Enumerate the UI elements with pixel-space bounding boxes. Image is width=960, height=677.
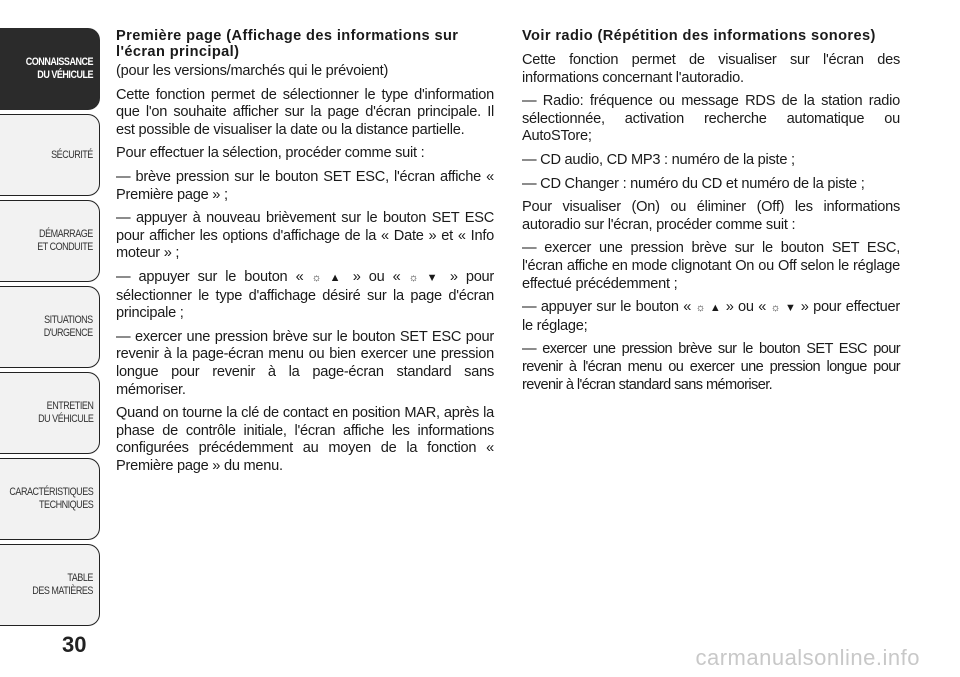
- paragraph: [116, 269, 494, 323]
- tab-label: DÉMARRAGE ET CONDUITE: [37, 228, 93, 253]
- paragraph: — exercer une pression brève sur le bouton SET ESC, l'écran affiche en mode clignotant On ou Off selon le réglage effectué précédemment ;: [522, 240, 900, 292]
- paragraph-text: — appuyer sur le bouton «: [522, 299, 692, 316]
- paragraph-text: » ou «: [725, 299, 767, 316]
- watermark: carmanualsonline.info: [695, 645, 920, 670]
- left-column: [116, 28, 494, 481]
- tab-situations-urgence[interactable]: [0, 286, 100, 368]
- paragraph: — CD Changer : numéro du CD et numéro de la piste ;: [522, 175, 865, 192]
- light-icon: ☼: [695, 302, 706, 315]
- light-icon: ☼: [311, 271, 322, 284]
- paragraph: Pour effectuer la sélection, procéder comme suit :: [116, 145, 425, 162]
- down-arrow-icon: ▼: [426, 271, 442, 284]
- right-column: [522, 28, 900, 400]
- tab-connaissance-vehicule[interactable]: [0, 28, 100, 110]
- down-arrow-icon: ▼: [784, 302, 797, 315]
- tab-securite[interactable]: [0, 114, 100, 196]
- paragraph: — appuyer à nouveau brièvement sur le bouton SET ESC pour afficher les options d'affichage de la « Date » et « Info moteur » ;: [116, 210, 494, 262]
- tab-label: ENTRETIEN DU VÉHICULE: [37, 400, 93, 425]
- up-arrow-icon: ▲: [709, 302, 722, 315]
- paragraph: Pour visualiser (On) ou éliminer (Off) les informations autoradio sur l'écran, procéder comme suit :: [522, 199, 900, 233]
- tab-caracteristiques-techniques[interactable]: [0, 458, 100, 540]
- paragraph-text: — appuyer sur le bouton «: [116, 268, 304, 285]
- tab-label: CONNAISSANCE DU VÉHICULE: [25, 56, 93, 81]
- section-heading: Voir radio (Répétition des informations sonores): [522, 28, 876, 44]
- section-subtitle: (pour les versions/marchés qui le prévoient): [116, 63, 389, 79]
- paragraph: — Radio: fréquence ou message RDS de la station radio sélectionnée, activation recherche automatique ou AutoSTore;: [522, 93, 900, 145]
- paragraph-text: » pour effectuer le réglage;: [522, 299, 901, 334]
- paragraph: [522, 299, 900, 335]
- paragraph-text: » pour sélectionner le type d'affichage désiré sur la page d'écran principale ;: [116, 268, 495, 322]
- tab-table-matieres[interactable]: [0, 544, 100, 626]
- tab-label: SÉCURITÉ: [51, 148, 93, 161]
- paragraph: — exercer une pression brève sur le bouton SET ESC pour revenir à la page-écran menu ou bien exercer une pression longue pour revenir à la page-écran standard sans mémoriser.: [116, 328, 494, 398]
- light-icon: ☼: [408, 271, 419, 284]
- tab-label: SITUATIONS D'URGENCE: [44, 314, 93, 339]
- page-number: 30: [62, 632, 87, 657]
- tab-demarrage-conduite[interactable]: [0, 200, 100, 282]
- paragraph-text: » ou «: [352, 268, 401, 285]
- paragraph: Quand on tourne la clé de contact en position MAR, après la phase de contrôle initiale, l'écran affiche les informations configurées précédemment au moyen de la fonction « Première page » du menu.: [116, 405, 494, 474]
- section-heading: Première page (Affichage des informations sur l'écran principal): [116, 28, 459, 60]
- tab-entretien-vehicule[interactable]: [0, 372, 100, 454]
- light-icon: ☼: [770, 302, 781, 315]
- tab-label: TABLE DES MATIÈRES: [32, 572, 93, 597]
- paragraph: — brève pression sur le bouton SET ESC, l'écran affiche « Première page » ;: [116, 168, 494, 203]
- tab-label: CARACTÉRISTIQUES TECHNIQUES: [9, 486, 93, 511]
- up-arrow-icon: ▲: [329, 271, 345, 284]
- paragraph: — exercer une pression brève sur le bouton SET ESC pour revenir à l'écran menu ou exercer une pression longue pour revenir à l'écran standard sans mémoriser.: [522, 341, 900, 393]
- paragraph: Cette fonction permet de sélectionner le type d'information que l'on souhaite afficher sur la page d'écran principale. Il est possible de visualiser la date ou la distance partielle.: [116, 86, 494, 138]
- paragraph: Cette fonction permet de visualiser sur l'écran des informations concernant l'autoradio.: [522, 52, 900, 86]
- paragraph: — CD audio, CD MP3 : numéro de la piste ;: [522, 151, 795, 168]
